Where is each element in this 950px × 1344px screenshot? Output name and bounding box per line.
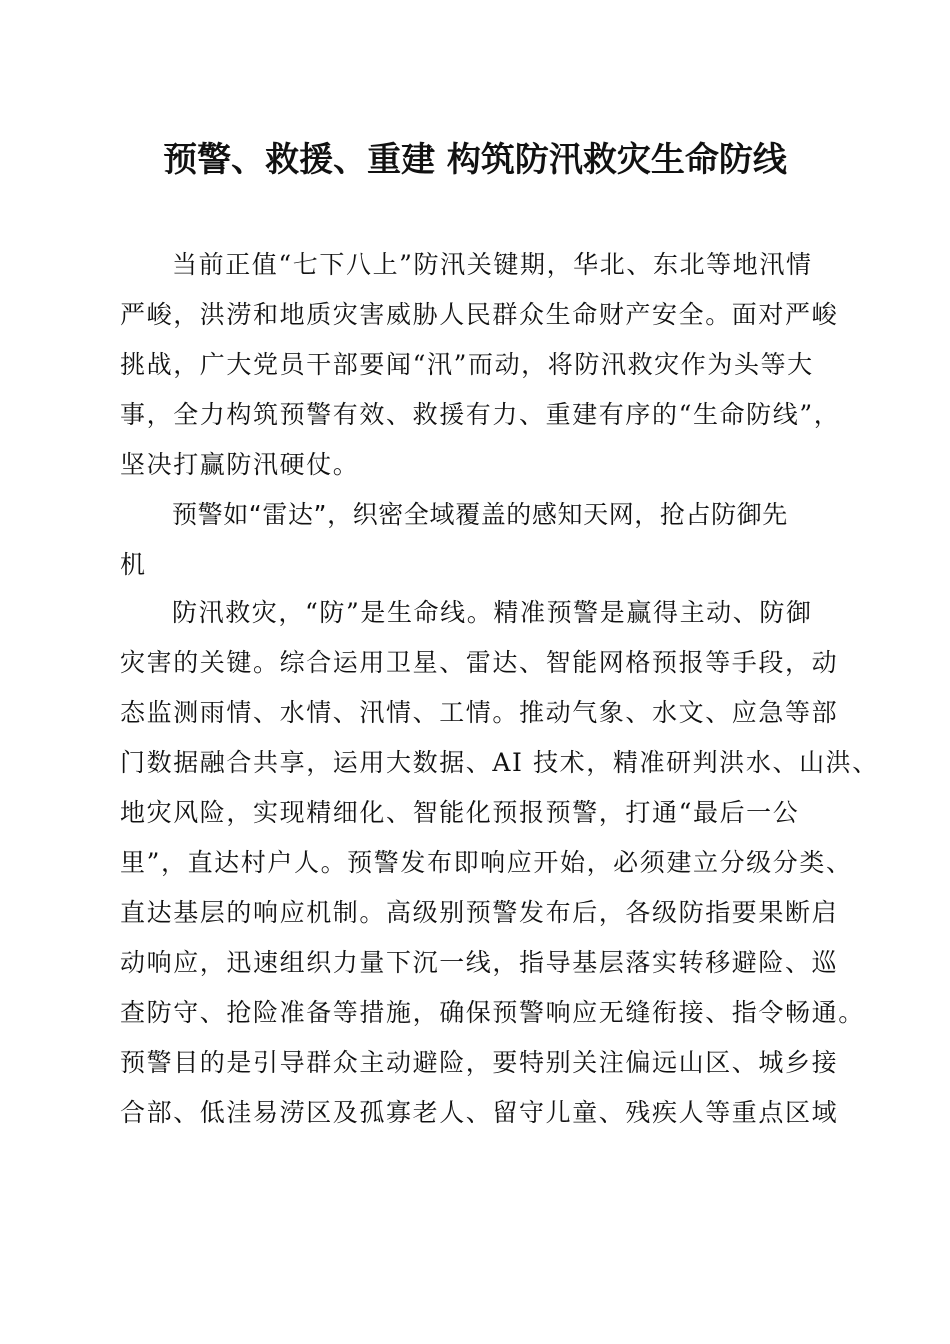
paragraph-line: 严峻，洪涝和地质灾害威胁人民群众生命财产安全。面对严峻 bbox=[120, 300, 839, 329]
paragraph-line: 态监测雨情、水情、汛情、工情。推动气象、水文、应急等部 bbox=[120, 698, 839, 727]
paragraph-line: 灾害的关键。综合运用卫星、雷达、智能网格预报等手段，动 bbox=[120, 648, 839, 677]
paragraph-line: 事，全力构筑预警有效、救援有力、重建有序的“生命防线”， bbox=[120, 400, 841, 429]
paragraph-line: 里”，直达村户人。预警发布即响应开始，必须建立分级分类、 bbox=[120, 848, 853, 877]
heading-line: 机 bbox=[120, 550, 146, 579]
document-title: 预警、救援、重建 构筑防汛救灾生命防线 bbox=[163, 140, 787, 180]
paragraph-line: 预警目的是引导群众主动避险，要特别关注偏远山区、城乡接 bbox=[120, 1048, 839, 1077]
paragraph-intro bbox=[120, 240, 841, 490]
paragraph-line: 坚决打赢防汛硬仗。 bbox=[120, 450, 360, 479]
heading-line: 预警如“雷达”，织密全域覆盖的感知天网，抢占防御先 bbox=[172, 500, 788, 529]
paragraph-line: 门数据融合共享，运用大数据、AI 技术，精准研判洪水、山洪、 bbox=[120, 748, 879, 777]
paragraph-line: 防汛救灾，“防”是生命线。精准预警是赢得主动、防御 bbox=[172, 598, 813, 627]
paragraph-line: 直达基层的响应机制。高级别预警发布后，各级防指要果断启 bbox=[120, 898, 839, 927]
section-heading bbox=[120, 490, 830, 590]
paragraph-line: 当前正值“七下八上”防汛关键期，华北、东北等地汛情 bbox=[172, 250, 813, 279]
paragraph-line: 动响应，迅速组织力量下沉一线，指导基层落实转移避险、巡 bbox=[120, 948, 839, 977]
paragraph-warning bbox=[120, 588, 879, 1138]
paragraph-line: 合部、低洼易涝区及孤寡老人、留守儿童、残疾人等重点区域 bbox=[120, 1098, 839, 1127]
paragraph-line: 地灾风险，实现精细化、智能化预报预警，打通“最后一公 bbox=[120, 798, 800, 827]
paragraph-line: 查防守、抢险准备等措施，确保预警响应无缝衔接、指令畅通。 bbox=[120, 998, 865, 1027]
paragraph-line: 挑战，广大党员干部要闻“汛”而动，将防汛救灾作为头等大 bbox=[120, 350, 814, 379]
